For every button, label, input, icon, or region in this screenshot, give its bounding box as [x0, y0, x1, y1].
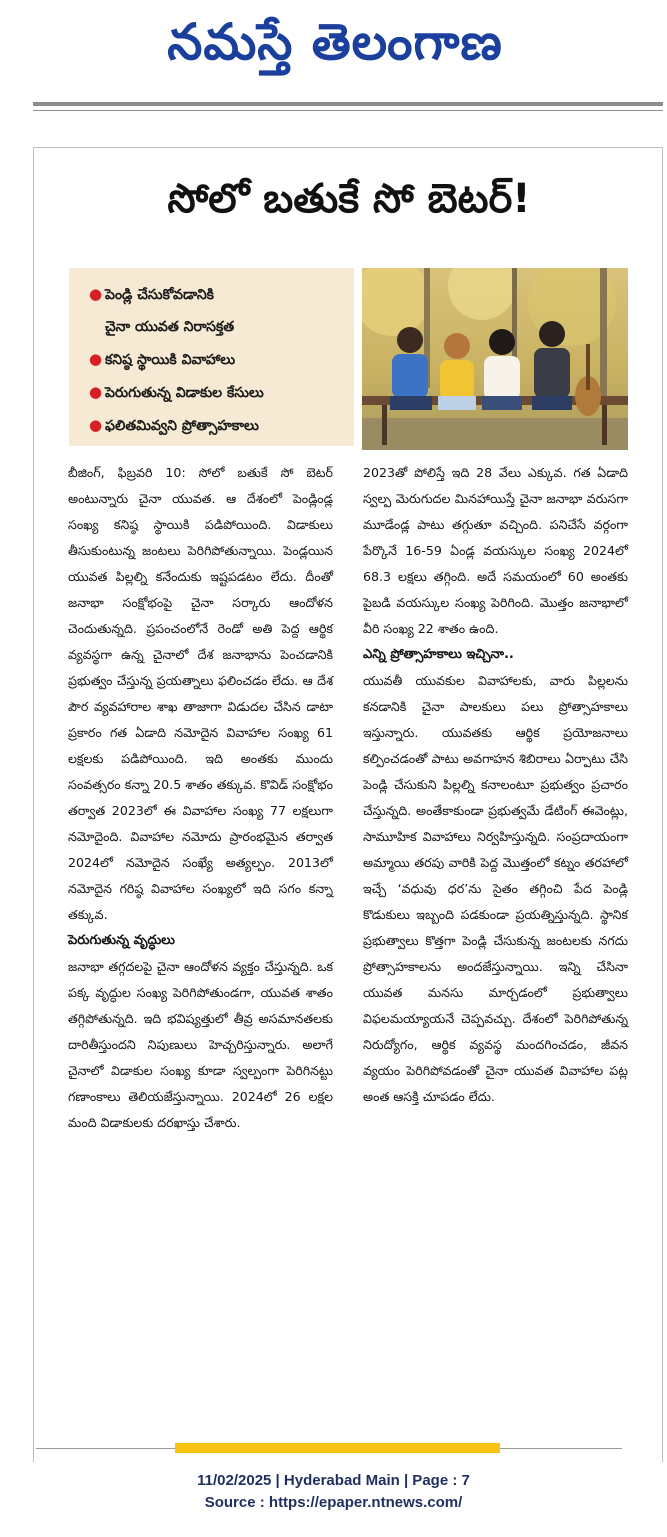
body-paragraph: 2023తో పోలిస్తే ఇది 28 వేలు ఎక్కువ. గత ఏడాది స్వల్ప మెరుగుదల మినహాయిస్తే చైనా జనాభా వరుసగా మూడేండ్ల పాటు తగ్గుతూ వచ్చింది. పనిచేసే వర్గంగా పేర్కొనే 16-59 ఏండ్ల వయస్కుల సంఖ్య 2024లో 68.3 లక్షలు తగ్గింది. అదే సమయంలో 60 అంతకు పైబడి వయస్కుల సంఖ్య పెరిగింది. మొత్తం జనాభాలో వీరి సంఖ్య 22 శాతం ఉంది.	[363, 465, 628, 636]
edition-info: 11/02/2025 | Hyderabad Main | Page : 7	[197, 1472, 470, 1489]
bullet-icon: ●	[89, 383, 103, 401]
highlight-item: చైనా యువత నిరాసక్తత	[105, 319, 235, 335]
article-column-right	[363, 460, 628, 1110]
masthead-divider-thin	[33, 110, 663, 111]
highlights-box	[69, 268, 354, 446]
subheading: పెరుగుతున్న వృద్ధులు	[68, 933, 175, 948]
subheading: ఎన్ని ప్రోత్సాహకాలు ఇచ్చినా..	[363, 647, 514, 662]
body-paragraph: బీజింగ్, ఫిబ్రవరి 10: సోలో బతుకే సో బెటర్ అంటున్నారు చైనా యువత. ఆ దేశంలో పెండ్లిండ్ల సంఖ్య కనిష్ఠ స్థాయికి పడిపోయింది. విడాకులు తీసుకుంటున్న జంటలు పెరిగిపోతున్నాయి. పెండ్లయిన యువత పిల్లల్ని కనేందుకు ఇష్టపడటం లేదు. దీంతో జనాభా సంక్షోభంపై చైనా సర్కారు ఆందోళన చెందుతున్నది. ప్రపంచంలోనే రెండో అతి పెద్ద ఆర్థిక వ్యవస్థగా ఉన్న చైనాలో దేశ జనాభాను పెంచడానికి ప్రభుత్వం చేస్తున్న ప్రయత్నాలు ఫలించడం లేదు. ఆ దేశ పౌర వ్యవహారాల శాఖ తాజాగా విడుదల చేసిన డాటా ప్రకారం గత ఏడాది నమోదైన వివాహాల సంఖ్య 61 లక్షలకు పడిపోయింది. ఇది అంతకు ముందు సంవత్సరం కన్నా 20.5 శాతం తక్కువ. కొవిడ్ సంక్షోభం తర్వాత 2023లో ఈ వివాహాల సంఖ్య 77 లక్షలుగా నమోదైంది. వివాహాల నమోదు ప్రారంభమైన తర్వాత 2024లో నమోదైన సంఖ్యే అత్యల్పం. 2013లో నమోదైన గరిష్ఠ వివాహాల సంఖ్యలో ఇది సగం కన్నా తక్కువ.	[68, 465, 333, 922]
highlight-item: ● ఫలితమివ్వని ప్రోత్సాహకాలు	[89, 409, 354, 442]
page-footer	[0, 1470, 667, 1514]
highlight-item: ● కనిష్ఠ స్థాయికి వివాహాలు	[89, 343, 354, 376]
highlight-item: ● పెండ్లి చేసుకోవడానికి	[89, 278, 354, 311]
highlight-item: ● పెరుగుతున్న విడాకుల కేసులు	[89, 376, 354, 409]
masthead	[0, 0, 667, 90]
article-headline: సోలో బతుకే సో బెటర్!	[167, 176, 531, 222]
bullet-icon: ●	[89, 350, 103, 368]
newspaper-logo: నమస్తే తెలంగాణ	[167, 13, 503, 71]
body-paragraph: యువతీ యువకుల వివాహాలకు, వారు పిల్లలను కనడానికి చైనా పాలకులు పలు ప్రోత్సాహకాలు ఇస్తున్నారు. యువతకు ఆర్థిక ప్రయోజనాలు కల్పించడంతో పాటు అవగాహన శిబిరాలు ఏర్పాటు చేసి పెండ్లి చేసుకుని పిల్లల్ని కనాలంటూ ప్రభుత్వం ప్రచారం చేస్తున్నది. అంతేకాకుండా ప్రభుత్వమే డేటింగ్ ఈవెంట్లు, సామూహిక వివాహాలు నిర్వహిస్తున్నది. సంప్రదాయంగా అమ్మాయి తరపు వారికి పెద్ద మొత్తంలో కట్నం తరహాలో ఇచ్చే ‘వధువు ధర’ను సైతం తగ్గించి పేద పెండ్లి కొడుకులు ఇబ్బంది పడకుండా ప్రయత్నిస్తున్నది. స్థానిక ప్రభుత్వాలు కొత్తగా పెండ్లి చేసుకున్న జంటలకు నగదు ప్రోత్సాహకాలను అందజేస్తున్నాయి. ఇన్ని చేసినా యువత మనసు మార్చడంలో ప్రభుత్వాలు విఫలమయ్యాయనే చెప్పవచ్చు. దేశంలో పెరిగిపోతున్న నిరుద్యోగం, ఆర్థిక వ్యవస్థ మందగించడం, జీవన వ్యయం పెరిగిపోవడంతో చైనా యువత వివాహాల పట్ల అంత ఆసక్తి చూపడం లేదు.	[363, 673, 628, 1104]
accent-bar	[175, 1443, 500, 1453]
bullet-icon: ●	[89, 285, 103, 303]
source-link[interactable]: Source : https://epaper.ntnews.com/	[204, 1494, 463, 1511]
bullet-icon: ●	[89, 416, 103, 434]
masthead-divider	[33, 102, 663, 106]
article-column-left	[68, 460, 333, 1136]
body-paragraph: జనాభా తగ్గదలపై చైనా ఆందోళన వ్యక్తం చేస్తున్నది. ఒక పక్క వృద్ధుల సంఖ్య పెరిగిపోతుండగా, యువత శాతం తగ్గిపోతున్నది. ఇది భవిష్యత్తులో తీవ్ర అసమానతలకు దారితీస్తుందని నిపుణులు హెచ్చరిస్తున్నారు. అలాగే చైనాలో విడాకుల సంఖ్య కూడా స్వల్పంగా పెరిగినట్టు గణాంకాలు తెలియజేస్తున్నాయి. 2024లో 26 లక్షల మంది విడాకులకు దరఖాస్తు చేశారు.	[68, 959, 333, 1130]
article-photo	[362, 268, 628, 450]
article-clipping	[33, 147, 663, 1462]
